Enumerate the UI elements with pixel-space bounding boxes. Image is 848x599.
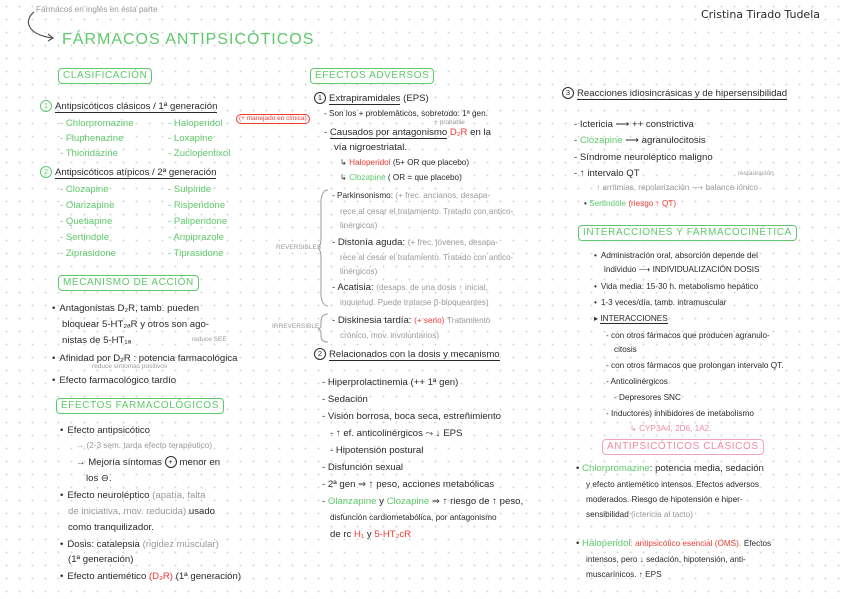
int-line-4f: - Inductores) inhibidores de metabolismo — [606, 409, 754, 418]
int-line-4: ▸ INTERACCIONES — [594, 314, 668, 323]
park-line-a: - Parkinsonismo: (+ frec. ancianos, desapa- — [332, 191, 491, 200]
label-irreversible: IRREVERSIBLE — [272, 323, 320, 330]
drug-sertindole: - Sertindole — [60, 232, 110, 243]
ef-line-2a: • Efecto neuroléptico (apatía, falta — [60, 489, 206, 502]
mec-line-1b: bloquear 5-HT₂ₐR y otros son ago- — [62, 319, 210, 330]
ext-line-1: - Son los + problemáticos, sobretodo: 1ª gen. — [324, 109, 488, 118]
drug-aripiprazole: - Aripiprazole — [168, 232, 225, 243]
drug-loxapine: - Loxapine — [168, 133, 213, 144]
rel-line-4: - ↑ ef. anticolinérgicos ⤳ ↓ EPS — [330, 428, 463, 439]
int-line-4b: citosis — [614, 345, 637, 354]
idio-line-5: ↑ arritmias, repolarización ⟶ balance iónico — [596, 183, 758, 192]
int-line-2: • Vida media: 15-30 h. metabolismo hepático — [594, 281, 758, 292]
mec-line-2: • Afinidad por D₂R : potencia farmacológica — [52, 352, 237, 365]
label-reversibles: REVERSIBLES — [276, 244, 322, 251]
park-line-c: linérgicos) — [340, 221, 378, 230]
drug-thioridazine: - Thioridazine — [60, 148, 118, 159]
ext-line-4: ↳ Clozapine ( OR = que placebo) — [340, 173, 462, 182]
drug-chlorpromazine: - Chlorpromazine — [60, 118, 134, 129]
cl-line-1a: • Chlorpromazine: potencia media, sedación — [576, 463, 764, 474]
atipicos-heading: 2 Antipsicóticos atípicos / 2ª generación — [40, 166, 216, 179]
dist-line-a: - Distonía aguda: (+ frec. jóvenes, desapa- — [332, 237, 499, 248]
drug-zuclopentixol: - Zuclopentixol — [168, 148, 231, 159]
rel-line-3: - Visión borrosa, boca seca, estreñimiento — [322, 411, 502, 422]
drug-risperidone: - Risperidone — [168, 200, 226, 211]
int-line-4d: - Anticolinérgicos — [606, 377, 668, 386]
park-line-b: rece al cesar el tratamiento. Tratado con antico- — [340, 207, 514, 216]
ef-line-2e: como tranquilizador. — [68, 522, 154, 533]
header-note: Fármacos en inglés en esta parte — [36, 5, 158, 14]
ef-line-1c: los ⊖. — [86, 473, 112, 484]
haloperidol-note: (+ manejado en clínica) — [236, 114, 310, 124]
idio-line-3: - Síndrome neuroléptico maligno — [574, 152, 713, 163]
idio-note: restauración — [738, 170, 774, 177]
cl-line-1d: moderados. Riesgo de hipotensión e hiper- — [586, 495, 743, 504]
idio-line-1: - Ictericia ⟶ ++ constrictiva — [574, 119, 694, 130]
cl-line-1c: y efecto antiemético intensos. Efectos adversos — [586, 480, 759, 489]
cl-line-2e: muscarínicos. ↑ EPS — [586, 570, 662, 579]
ef-line-3c: (1ª generación) — [68, 554, 134, 565]
int-line-4e: - Depresores SNC — [614, 393, 681, 402]
rel-line-6: - Disfunción sexual — [322, 462, 404, 473]
drug-tiprasidone: - Tiprasidone — [168, 248, 224, 259]
dist-line-c: linérgicos) — [340, 267, 378, 276]
section-efectos-adversos: EFECTOS ADVERSOS — [310, 68, 434, 84]
drug-fluphenazine: - Fluphenazine — [60, 133, 124, 144]
rel-line-2: - Sedación — [322, 394, 368, 405]
idio-line-4: - ↑ intervalo QT — [574, 168, 640, 179]
drug-sulpiride: - Sulpiride — [168, 184, 212, 195]
drug-quetiapine: - Quetiapine — [60, 216, 113, 227]
ef-line-2c: de iniciativa, mov. reducida) usado — [68, 506, 216, 517]
int-line-4c: - con otros fármacos que prolongan intervalo QT. — [606, 361, 784, 370]
drug-clozapine: - Clozapine — [60, 184, 109, 195]
ef-line-1b: → Mejoría síntomas + menor en — [76, 457, 221, 468]
dist-line-b: rece al cesar el tratamiento. Tratado con antico- — [340, 253, 514, 262]
cl-line-1e: sensibilidad (ictericia al tacto) — [586, 510, 693, 519]
page-title: FÁRMACOS ANTIPSICÓTICOS — [62, 31, 315, 48]
bracket-irreversible — [318, 312, 330, 344]
mec-line-1c: nistas de 5-HT₁ₐ — [62, 335, 132, 346]
ext-heading: 1 Extrapiramidales (EPS) — [314, 92, 429, 105]
rel-line-8a: - Olanzapine y Clozapine ⇒ ↑ riesgo de ↑ peso, — [322, 496, 524, 507]
ext-line-3: ↳ Haloperidol (5+ OR que placebo) — [340, 158, 470, 167]
rel-line-1: - Hiperprolactinemia (++ 1ª gen) — [322, 377, 459, 388]
mec-line-3: • Efecto farmacológico tardío — [52, 374, 176, 387]
section-clasicos: ANTIPSICÓTICOS CLÁSICOS — [602, 439, 764, 455]
section-efectos-farmacologicos: EFECTOS FARMACOLÓGICOS — [56, 398, 224, 414]
int-line-3: • 1-3 veces/día, tamb. intramuscular — [594, 297, 726, 308]
ef-line-1: • Efecto antipsicótico — [60, 424, 150, 437]
int-line-1b: individuo ⟶ INDIVIDUALIZACIÓN DOSIS — [604, 265, 760, 274]
section-interacciones: INTERACCIONES Y FARMACOCINÉTICA — [578, 225, 797, 241]
mec-note-1: reduce SEE — [192, 336, 227, 343]
int-line-4g: ↳ CYP3A4, 2D6, 1A2. — [630, 424, 712, 433]
author: Cristina Tirado Tudela — [700, 8, 820, 21]
rel-line-5: - Hipotensión postural — [330, 445, 424, 456]
drug-ziprasidone: - Ziprasidone — [60, 248, 117, 259]
arrow-curve-icon — [24, 10, 64, 42]
int-line-1a: • Administración oral, absorción depende del — [594, 250, 758, 261]
section-mecanismo: MECANISMO DE ACCIÓN — [58, 275, 199, 291]
rel-line-7: - 2ª gen ⇒ ↑ peso, acciones metabólicas — [322, 479, 495, 490]
idio-line-2: - Clozapine ⟶ agranulocitosis — [574, 135, 706, 146]
ext-line-2c: vía nigroestriatal. — [334, 142, 408, 153]
drug-paliperidone: - Paliperidone — [168, 216, 228, 227]
rel-heading: 2 Relacionados con la dosis y mecanismo — [314, 348, 500, 361]
rel-line-8e: de rc H₁ y 5-HT₂cR — [330, 529, 412, 540]
mec-note-2: reduce síntomas positivos — [92, 363, 168, 370]
idio-line-6: • Sertindole (riesgo ↑ QT) — [584, 199, 677, 208]
clasicos-heading: 1 Antipsicóticos clásicos / 1ª generación — [40, 100, 217, 113]
ef-line-4: • Efecto antiemético (D₂R) (1ª generación) — [60, 570, 241, 583]
int-line-4a: - con otros fármacos que producen agranulo- — [606, 331, 770, 340]
rel-line-8d: disfunción cardiometabólica, por antagonismo — [330, 513, 497, 522]
acat-line-a: - Acatisia: (desaps. de una dosis ↑ inicial, — [332, 282, 488, 293]
acat-line-b: inquietud. Puede tratarse β-bloqueantes) — [340, 298, 489, 307]
idio-heading: 3 Reacciones idiosincrásicas y de hipersensibilidad — [562, 87, 787, 100]
disk-line-a: - Diskinesia tardía: (+ serio) Tratamiento — [332, 315, 491, 326]
mec-line-1a: • Antagonistas D₂R, tamb. pueden — [52, 302, 199, 315]
ef-line-3a: • Dosis: catalepsia (rigidez muscular) — [60, 538, 219, 551]
disk-line-b: crónico, mov. involuntarios) — [340, 331, 440, 340]
ext-line-2a: - Causados por antagonismo D₂R en la — [324, 127, 491, 138]
drug-olanzapine: - Olanzapine — [60, 200, 115, 211]
section-clasificacion: CLASIFICACIÓN — [58, 68, 152, 84]
ef-line-1a: → (2-3 sem. tarda efecto terapéutico) — [76, 441, 213, 450]
drug-haloperidol: - Haloperidol — [168, 118, 223, 129]
cl-line-2a: • Haloperidol: antipsicótico esencial (OMS). Efectos — [576, 538, 772, 549]
cl-line-2d: intensos, pero ↓ sedación, hipotensión, anti- — [586, 555, 746, 564]
ext-note: + probable — [434, 119, 465, 126]
